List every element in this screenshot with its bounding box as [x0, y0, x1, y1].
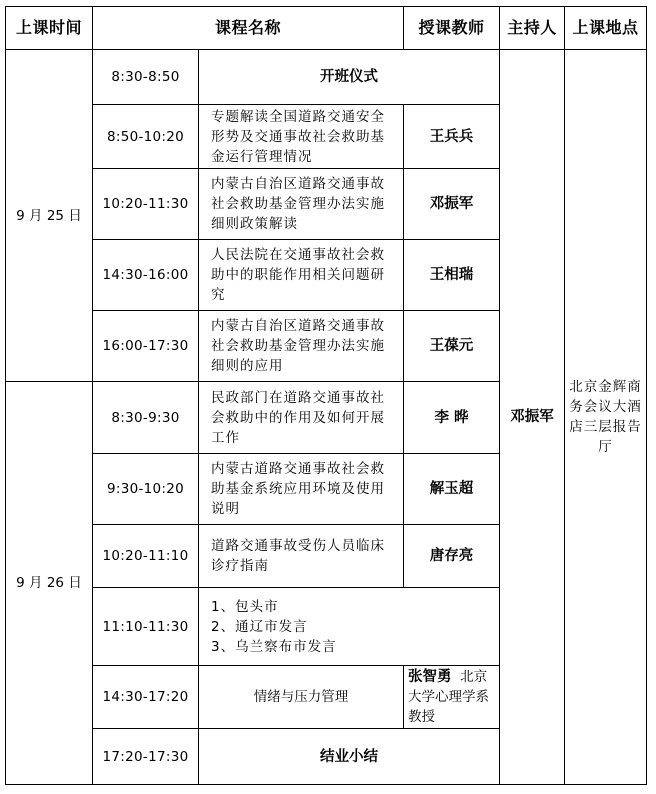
time-cell: 10:20-11:30 [93, 169, 199, 240]
time-cell: 17:20-17:30 [93, 729, 199, 785]
time-cell: 16:00-17:30 [93, 311, 199, 382]
date-cell: 9 月 26 日 [6, 382, 93, 785]
venue-cell: 北京金辉商务会议大酒店三层报告厅 [565, 50, 647, 785]
time-cell: 9:30-10:20 [93, 454, 199, 525]
teacher-cell: 唐存亮 [404, 525, 500, 588]
time-cell: 8:30-9:30 [93, 382, 199, 454]
course-cell: 内蒙古道路交通事故社会救助基金系统应用环境及使用说明 [199, 454, 404, 525]
course-cell: 人民法院在交通事故社会救助中的职能作用相关问题研究 [199, 240, 404, 311]
table-row [6, 50, 647, 105]
header-teacher: 授课教师 [404, 7, 500, 50]
header-venue: 上课地点 [565, 7, 647, 50]
teacher-cell: 王葆元 [404, 311, 500, 382]
course-cell: 结业小结 [199, 729, 500, 785]
time-cell: 14:30-17:20 [93, 666, 199, 729]
course-cell: 内蒙古自治区道路交通事故社会救助基金管理办法实施细则的应用 [199, 311, 404, 382]
list-item: 3、乌兰察布市发言 [211, 638, 337, 655]
teacher-cell: 解玉超 [404, 454, 500, 525]
list-item: 2、通辽市发言 [211, 618, 308, 635]
header-host: 主持人 [500, 7, 565, 50]
teacher-cell: 李 晔 [404, 382, 500, 454]
teacher-name: 张智勇 [408, 669, 452, 685]
training-schedule-table [5, 6, 647, 785]
time-cell: 11:10-11:30 [93, 588, 199, 666]
list-item: 1、包头市 [211, 598, 279, 615]
time-cell: 14:30-16:00 [93, 240, 199, 311]
time-cell: 8:30-8:50 [93, 50, 199, 105]
course-cell: 专题解读全国道路交通安全形势及交通事故社会救助基金运行管理情况 [199, 105, 404, 169]
course-cell: 道路交通事故受伤人员临床诊疗指南 [199, 525, 404, 588]
header-time: 上课时间 [6, 7, 93, 50]
host-cell: 邓振军 [500, 50, 565, 785]
course-cell: 情绪与压力管理 [199, 666, 404, 729]
teacher-cell: 邓振军 [404, 169, 500, 240]
teacher-title: 北京大学心理学系教授 [408, 669, 489, 725]
teacher-cell: 王兵兵 [404, 105, 500, 169]
time-cell: 8:50-10:20 [93, 105, 199, 169]
course-cell: 内蒙古自治区道路交通事故社会救助基金管理办法实施细则政策解读 [199, 169, 404, 240]
date-cell: 9 月 25 日 [6, 50, 93, 382]
teacher-cell [404, 666, 500, 729]
time-cell: 10:20-11:10 [93, 525, 199, 588]
header-row [6, 7, 647, 50]
course-cell [199, 588, 500, 666]
teacher-cell: 王相瑞 [404, 240, 500, 311]
course-cell: 开班仪式 [199, 50, 500, 105]
header-course: 课程名称 [93, 7, 404, 50]
course-cell: 民政部门在道路交通事故社会救助中的作用及如何开展工作 [199, 382, 404, 454]
